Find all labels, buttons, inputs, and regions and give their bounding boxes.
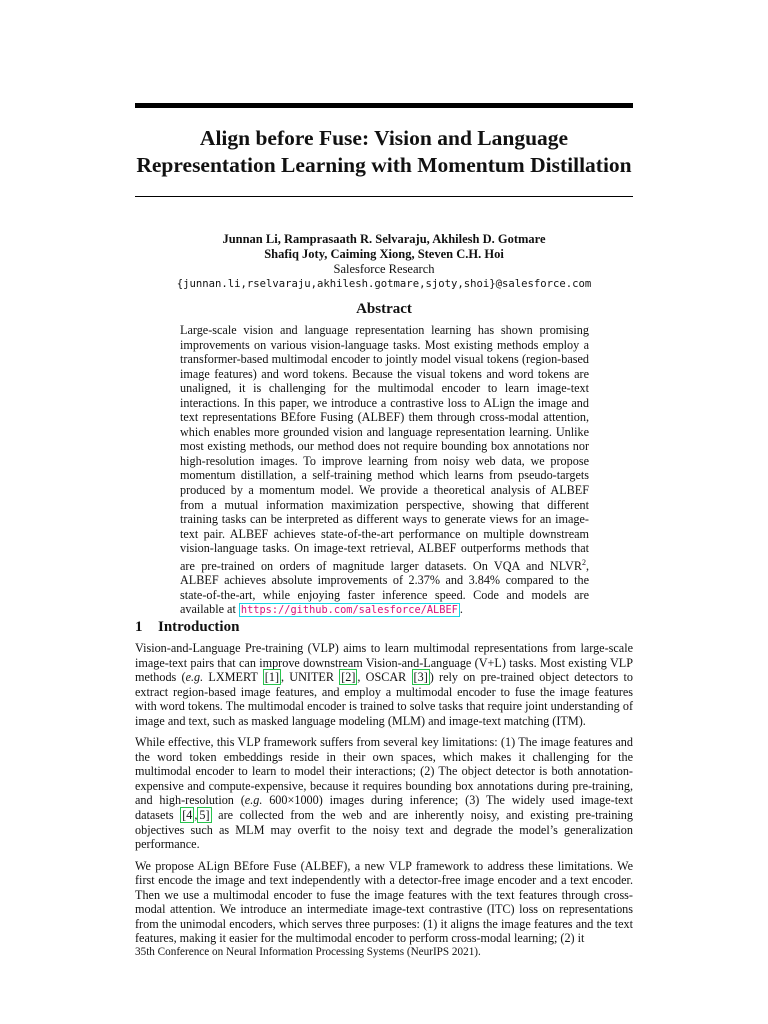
paper-title [120,125,648,179]
citation-link-3[interactable]: [3] [413,670,428,685]
citation-link-5[interactable]: 5] [199,808,210,823]
p1-text-e: ) rely on pre-trained object detectors to extract region-based image features, and employ a multimodal encoder to fuse the image features with word tokens. The multimodal encoder is trained to solve tasks that require joint understanding of image and text, such as masked language modeling (MLM) and image-text matching (ITM). [135,670,633,728]
authors-line-1: Junnan Li, Ramprasaath R. Selvaraju, Akhilesh D. Gotmare [222,232,546,246]
citation-link-2[interactable]: [2] [341,670,356,685]
authors-line-2: Shafiq Joty, Caiming Xiong, Steven C.H. Hoi [264,247,504,261]
abstract-superscript: 2 [581,557,586,567]
paragraph-3: We propose ALign BEfore Fuse (ALBEF), a new VLP framework to address these limitations. We first encode the image and text independently with a detector-free image encoder and a text encoder. Then we use a multimodal encoder to fuse the image features with the text features through cross-modal attention. We introduce an intermediate image-text contrastive (ITC) loss on representations from the unimodal encoders, which serves three purposes: (1) it aligns the image features and the text features, making it easier for the multimodal encoder to perform cross-modal learning; (2) it [135,858,633,946]
abstract-text [180,323,589,618]
p1-text-b: LXMERT [203,670,263,685]
p2-text-b: 600×1000) images during inference; (3) The widely used image-text datasets [135,793,633,823]
p1-text-d: , OSCAR [357,670,412,685]
affiliation: Salesforce Research [333,262,435,276]
author-emails: {junnan.li,rselvaraju,akhilesh.gotmare,sjoty,shoi}@salesforce.com [176,278,592,290]
title-top-rule [135,103,633,108]
citation-link-4[interactable]: [4 [182,808,193,823]
author-block [120,232,648,292]
title-bottom-rule [135,196,633,197]
abstract-end: . [459,602,463,617]
conference-footnote: 35th Conference on Neural Information Processing Systems (NeurIPS 2021). [135,946,481,958]
section-heading-introduction [135,619,633,636]
section-title: Introduction [158,619,240,635]
title-line-1: Align before Fuse: Vision and Language [199,126,569,150]
p1-eg: e.g. [185,670,204,685]
paragraph-1 [135,641,633,728]
abstract-body-2: , ALBEF achieves absolute improvements of 2.37% and 3.84% compared to the state-of-the-art, while enjoying faster inference speed. Code and models are available at [180,558,589,617]
p2-text-c: are collected from the web and are inherently noisy, and existing pre-training objectives such as MLM may overfit to the noisy text and degrade the model’s generalization performance. [135,808,633,852]
code-link[interactable]: https://github.com/salesforce/ALBEF [240,604,458,617]
section-number: 1 [135,619,143,635]
p1-text-a: Vision-and-Language Pre-training (VLP) aims to learn multimodal representations from large-scale image-text pairs that can improve downstream Vision-and-Language (V+L) tasks. Most existing VLP methods ( [135,641,633,685]
title-line-2: Representation Learning with Momentum Distillation [136,153,632,177]
p2-eg: e.g. [244,793,263,808]
paragraph-2: While effective, this VLP framework suffers from several key limitations: (1) The image features and the word token embeddings reside in their own spaces, which makes it challenging for the multimodal encoder to learn to model their interactions; (2) The object detector is both annotation-expensive and compute-expensive, because it requires bounding box annotations during pre-training, and high-resolution (e.g. 600×1000) images during inference; (3) The widely used image-text datasets [4 , 5] are collected from the web and are inherently noisy, and existing pre-training objectives such as MLM may overfit to the noisy text and degrade the model’s generalization performance. [135,735,633,852]
p2-text-a: While effective, this VLP framework suffers from several key limitations: (1) The image features and the word token embeddings reside in their own spaces, which makes it challenging for the multimodal encoder to learn to model their interactions; (2) The object detector is both annotation-expensive and compute-expensive, because it requires bounding box annotations during pre-training, and high-resolution ( [135,735,633,808]
abstract-body: Large-scale vision and language representation learning has shown promising improvements on various vision-language tasks. Most existing methods employ a transformer-based multimodal encoder to jointly model visual tokens (region-based image features) and word tokens. Because the visual tokens and word tokens are unaligned, it is challenging for the multimodal encoder to learn image-text interactions. In this paper, we introduce a contrastive loss to ALign the image and text representations BEfore Fusing (ALBEF) them through cross-modal attention, which enables more grounded vision and language representation learning. Unlike most existing methods, our method does not require bounding box annotations nor high-resolution images. To improve learning from noisy web data, we propose momentum distillation, a self-training method which learns from pseudo-targets produced by a momentum model. We provide a theoretical analysis of ALBEF from a mutual information maximization perspective, showing that different training tasks can be interpreted as different ways to generate views for an image-text pair. ALBEF achieves state-of-the-art performance on multiple downstream vision-language tasks. On image-text retrieval, ALBEF outperforms methods that are pre-trained on orders of magnitude larger datasets. On VQA and NLVR [180,323,589,573]
abstract-heading: Abstract [356,301,412,317]
introduction-body [135,641,633,953]
p1-text-c: , UNITER [281,670,340,685]
citation-link-1[interactable]: [1] [264,670,280,685]
